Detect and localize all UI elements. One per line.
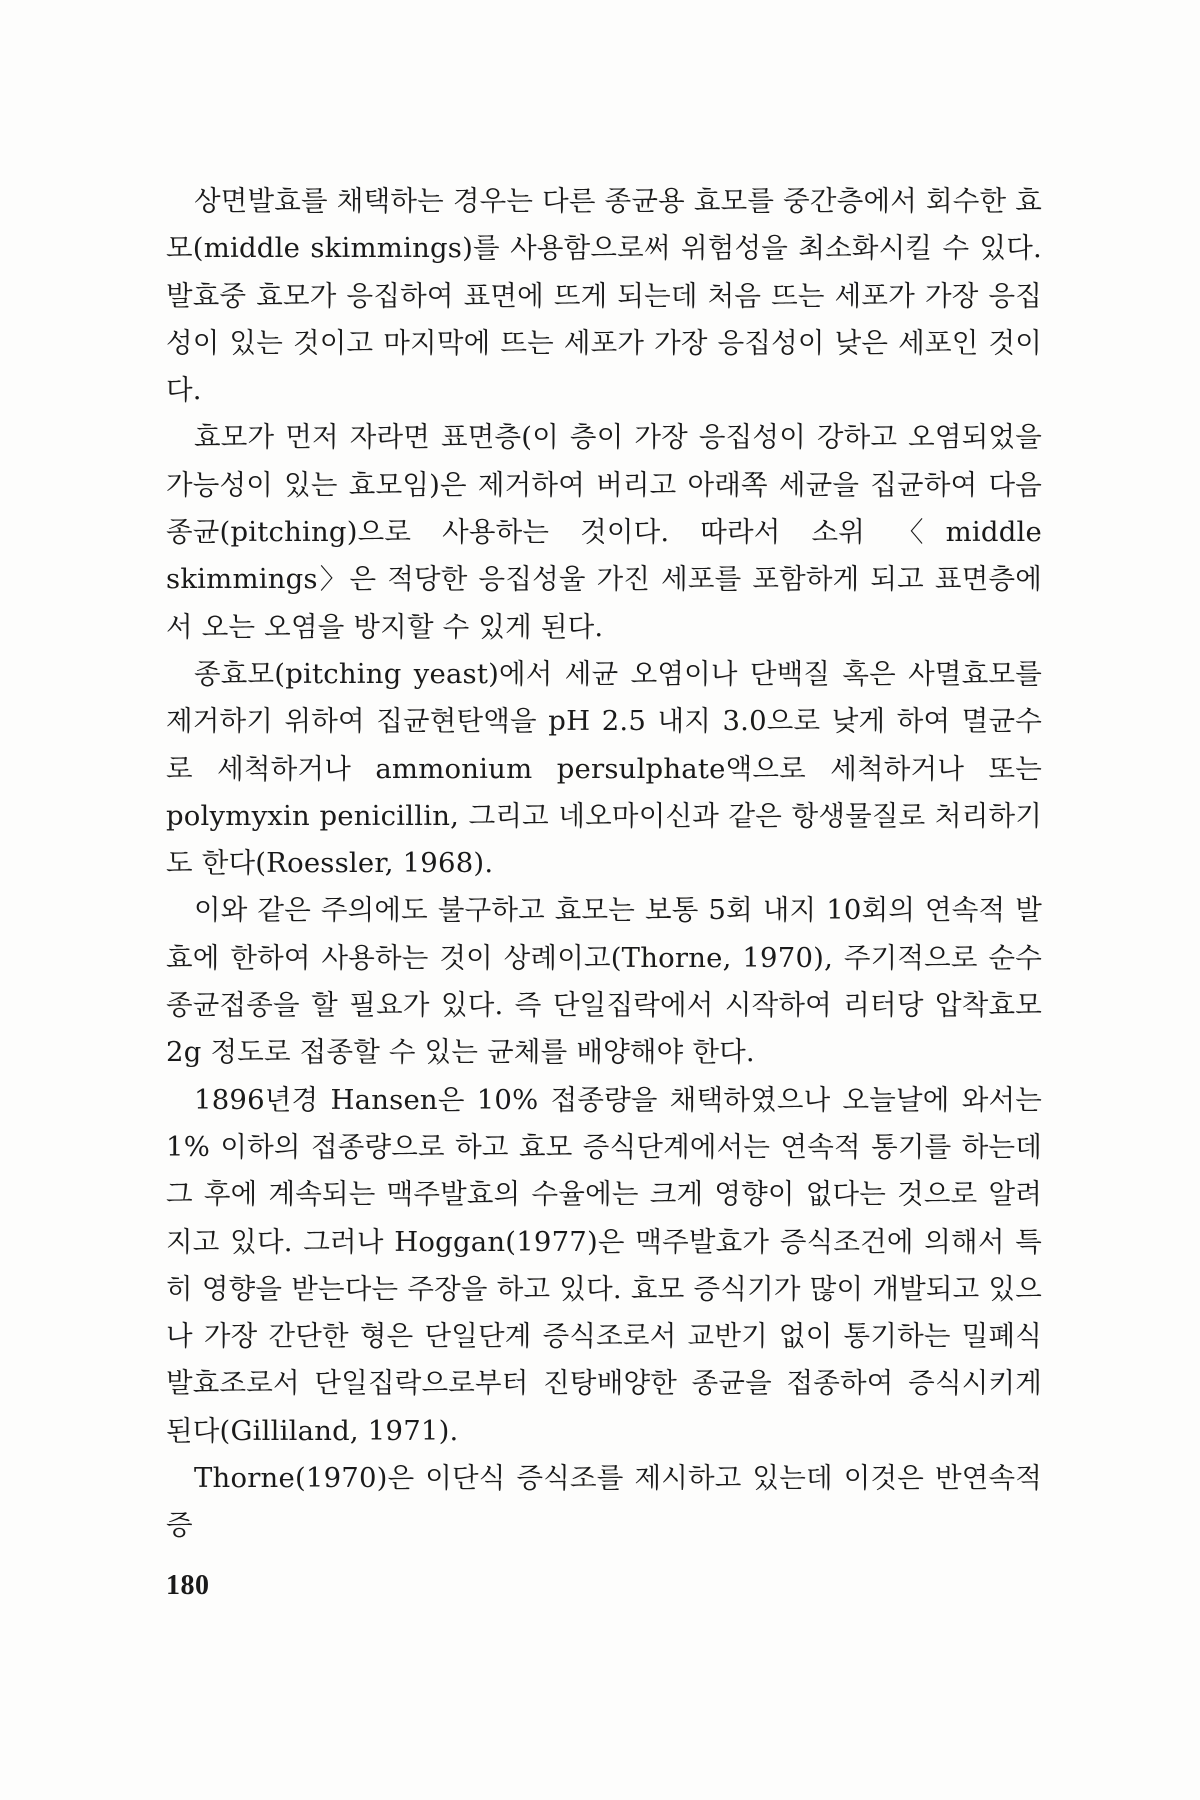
- paragraph-4: 이와 같은 주의에도 불구하고 효모는 보통 5회 내지 10회의 연속적 발효에 한하여 사용하는 것이 상례이고(Thorne, 1970), 주기적으로 순수 종균접종을 할 필요가 있다. 즉 단일집락에서 시작하여 리터당 압착효모 2g 정도로 접종할 수 있는 균체를 배양해야 한다.: [166, 894, 1042, 1069]
- paragraph-3: 종효모(pitching yeast)에서 세균 오염이나 단백질 혹은 사멸효모를 제거하기 위하여 집균현탄액을 pH 2.5 내지 3.0으로 낮게 하여 멸균수로 세척하거나 ammonium persulphate액으로 세척하거나 또는 polymyxin penicillin, 그리고 네오마이신과 같은 항생물질로 처리하기도 한다(Roessler, 1968).: [166, 657, 1042, 880]
- paragraph-1: 상면발효를 채택하는 경우는 다른 종균용 효모를 중간층에서 회수한 효모(middle skimmings)를 사용함으로써 위험성을 최소화시킬 수 있다. 발효중 효모가 응집하여 표면에 뜨게 되는데 처음 뜨는 세포가 가장 응집성이 있는 것이고 마지막에 뜨는 세포가 가장 응집성이 낮은 세포인 것이다.: [166, 185, 1042, 407]
- body-text: [166, 178, 1042, 1550]
- paragraph-2: 효모가 먼저 자라면 표면층(이 층이 가장 응집성이 강하고 오염되었을 가능성이 있는 효모임)은 제거하여 버리고 아래쪽 세균을 집균하여 다음 종균(pitching)으로 사용하는 것이다. 따라서 소위 〈middle skimmings〉은 적당한 응집성울 가진 세포를 포함하게 되고 표면층에서 오는 오염을 방지할 수 있게 된다.: [166, 421, 1042, 643]
- paragraph-5: 1896년경 Hansen은 10% 접종량을 채택하였으나 오늘날에 와서는 1% 이하의 접종량으로 하고 효모 증식단계에서는 연속적 통기를 하는데 그 후에 계속되는 맥주발효의 수율에는 크게 영향이 없다는 것으로 알려지고 있다. 그러나 Hoggan(1977)은 맥주발효가 증식조건에 의해서 특히 영향을 받는다는 주장을 하고 있다. 효모 증식기가 많이 개발되고 있으나 가장 간단한 형은 단일단계 증식조로서 교반기 없이 통기하는 밀폐식 발효조로서 단일집락으로부터 진탕배양한 종균을 접종하여 증식시키게 된다(Gilliland, 1971).: [166, 1083, 1042, 1447]
- paragraph-6: Thorne(1970)은 이단식 증식조를 제시하고 있는데 이것은 반연속적 증: [166, 1462, 1042, 1542]
- page-number: 180: [166, 1570, 210, 1601]
